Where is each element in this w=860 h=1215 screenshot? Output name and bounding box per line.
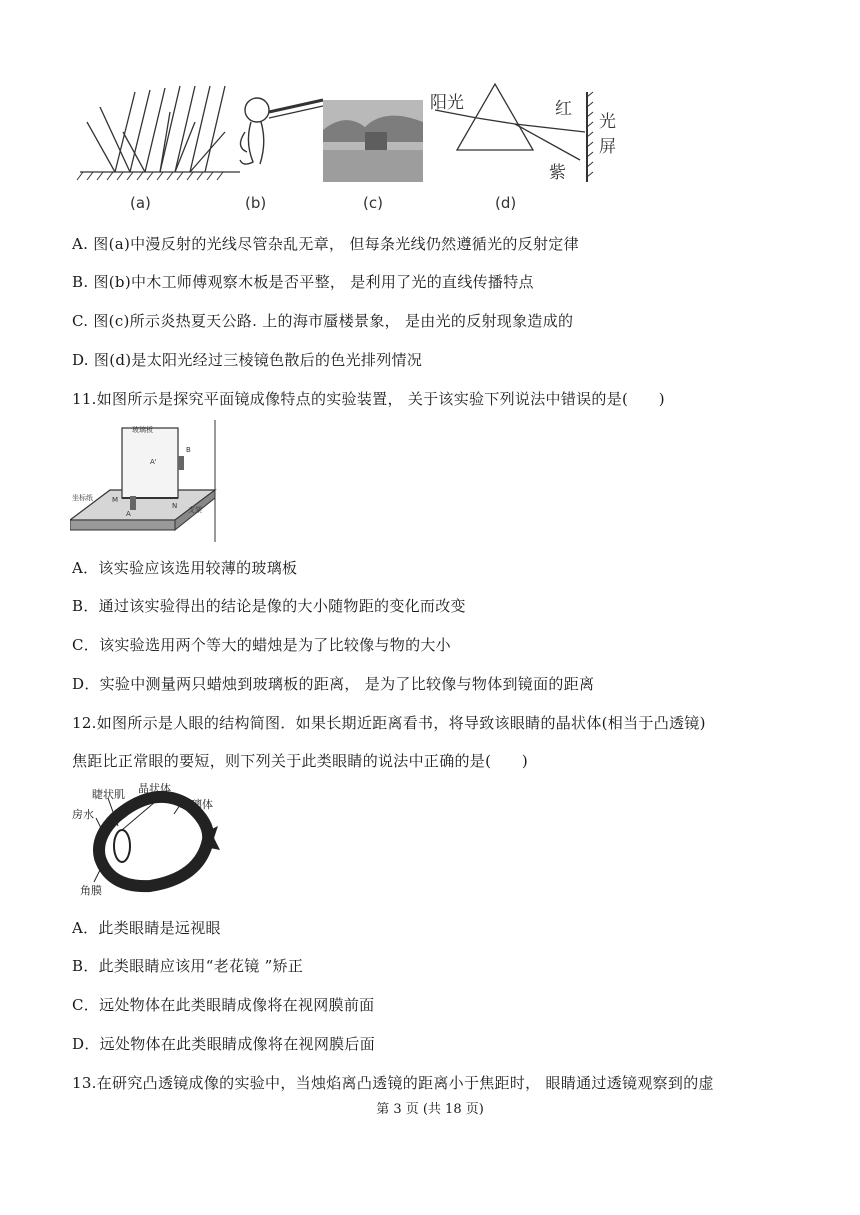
figure-d-label: (d) [495,194,517,212]
figure-c-label: (c) [363,194,383,212]
figure-b-carpenter [240,98,323,164]
figure-c-mirage-photo [323,100,423,182]
ciliary-muscle-label: 睫状肌 [92,788,125,801]
figure-d-violet-label: 紫 [549,163,566,183]
figure-a-label: (a) [130,194,151,212]
q13-stem: 13.在研究凸透镜成像的实验中，当烛焰离凸透镜的距离小于焦距时， 眼睛通过透镜观察到的虚 [72,1074,714,1092]
q11-option-d: D．实验中测量两只蜡烛到玻璃板的距离， 是为了比较像与物体到镜面的距离 [72,675,595,693]
plane-mirror-apparatus-figure [70,420,220,542]
image-a-prime-label: A' [150,458,157,466]
cornea-label: 角膜 [80,884,102,897]
point-n-label: N [172,502,178,510]
figure-d-screen-label-2: 屏 [599,137,616,157]
point-m-label: M [112,496,119,504]
eye-structure-figure [70,778,230,898]
q12-stem-line-2: 焦距比正常眼的要短，则下列关于此类眼睛的说法中正确的是( ) [72,752,529,770]
q12-option-c: C．远处物体在此类眼睛成像将在视网膜前面 [72,996,375,1014]
q12-option-b: B．此类眼睛应该用“老花镜 ”矫正 [72,957,304,975]
candle-b-label: B [186,446,191,454]
q12-option-d: D．远处物体在此类眼睛成像将在视网膜后面 [72,1035,376,1053]
q11-option-c: C．该实验选用两个等大的蜡烛是为了比较像与物的大小 [72,636,451,654]
figure-d-screen-label-1: 光 [599,112,616,132]
figure-d-sunlight-label: 阳光 [430,93,464,113]
q11-stem: 11.如图所示是探究平面镜成像特点的实验装置， 关于该实验下列说法中错误的是( ) [72,390,665,408]
q12-option-a: A．此类眼睛是远视眼 [72,919,221,937]
q10-option-a: A. 图(a)中漫反射的光线尽管杂乱无章， 但每条光线仍然遵循光的反射定律 [72,235,579,253]
stand-label: 支架 [188,506,202,514]
vitreous-body-label: 玻璃体 [180,798,213,811]
aqueous-humor-label: 房水 [72,808,94,821]
coordinate-paper-label: 坐标纸 [72,494,93,502]
q10-option-c: C. 图(c)所示炎热夏天公路. 上的海市蜃楼景象， 是由光的反射现象造成的 [72,312,574,330]
figure-d-red-label: 红 [555,99,572,119]
figure-a-diffuse-reflection [77,86,240,180]
q10-option-d: D. 图(d)是太阳光经过三棱镜色散后的色光排列情况 [72,351,423,369]
q11-option-a: A．该实验应该选用较薄的玻璃板 [72,559,298,577]
q11-option-b: B．通过该实验得出的结论是像的大小随物距的变化而改变 [72,597,466,615]
figure-b-label: (b) [245,194,267,212]
q12-stem-line-1: 12.如图所示是人眼的结构简图．如果长期近距离看书，将导致该眼睛的晶状体(相当于凸透镜) [72,714,706,732]
glass-plate-label: 玻璃板 [132,426,153,434]
candle-a-label: A [126,510,131,518]
page-footer: 第 3 页 (共 18 页) [376,1102,484,1117]
optics-figure-strip [75,72,635,217]
q10-option-b: B. 图(b)中木工师傅观察木板是否平整， 是利用了光的直线传播特点 [72,273,534,291]
lens-label: 晶状体 [138,782,171,795]
